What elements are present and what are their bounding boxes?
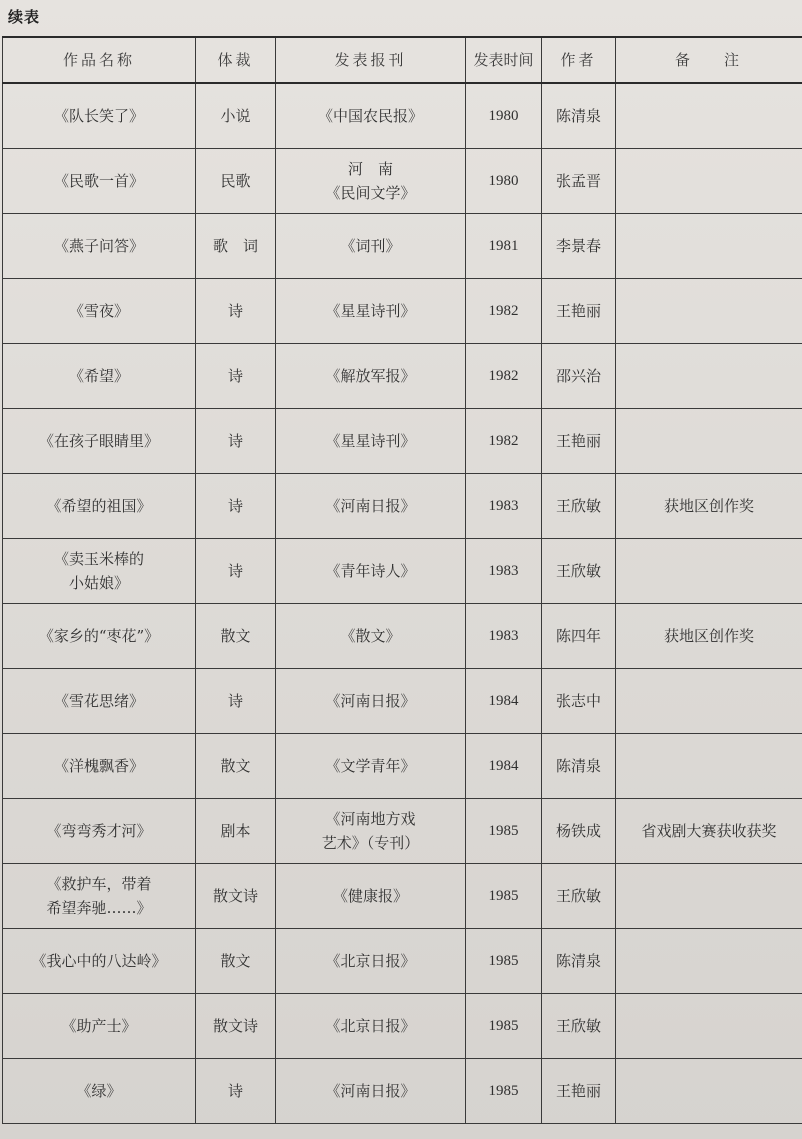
header-title: 作品名称: [3, 37, 196, 83]
table-row: [3, 214, 802, 279]
cell-title: 《洋槐飘香》: [3, 734, 196, 799]
page-heading: 续表: [8, 8, 41, 26]
cell-title: 《救护车，带着 希望奔驰……》: [3, 864, 196, 929]
cell-publication: 《河南日报》: [276, 474, 466, 539]
cell-publication: 《解放军报》: [276, 344, 466, 409]
table-row: [3, 344, 802, 409]
cell-title: 《弯弯秀才河》: [3, 799, 196, 864]
cell-year: 1983: [466, 604, 542, 669]
cell-genre: 剧本: [196, 799, 276, 864]
cell-year: 1984: [466, 734, 542, 799]
cell-author: 杨铁成: [542, 799, 616, 864]
cell-year: 1980: [466, 149, 542, 214]
cell-title: 《燕子问答》: [3, 214, 196, 279]
cell-note: [616, 279, 802, 344]
cell-title: 《卖玉米棒的 小姑娘》: [3, 539, 196, 604]
cell-author: 张志中: [542, 669, 616, 734]
cell-note: [616, 214, 802, 279]
cell-title: 《助产士》: [3, 994, 196, 1059]
cell-author: 邵兴治: [542, 344, 616, 409]
cell-author: 陈清泉: [542, 734, 616, 799]
table-row: [3, 604, 802, 669]
header-author: 作者: [542, 37, 616, 83]
table-row: [3, 994, 802, 1059]
cell-title: 《家乡的“枣花”》: [3, 604, 196, 669]
cell-note: [616, 149, 802, 214]
cell-author: 王欣敏: [542, 994, 616, 1059]
cell-note: [616, 929, 802, 994]
cell-publication: 《河南地方戏 艺术》（专刊）: [276, 799, 466, 864]
cell-genre: 散文诗: [196, 994, 276, 1059]
table-body: [3, 83, 802, 1124]
cell-publication: 《词刊》: [276, 214, 466, 279]
cell-author: 王艳丽: [542, 279, 616, 344]
cell-publication: 《北京日报》: [276, 929, 466, 994]
table-row: [3, 149, 802, 214]
table-row: [3, 279, 802, 344]
cell-author: 王欣敏: [542, 474, 616, 539]
cell-note: 省戏剧大赛获收获奖: [616, 799, 802, 864]
cell-year: 1982: [466, 344, 542, 409]
cell-publication: 《北京日报》: [276, 994, 466, 1059]
header-year: 发表时间: [466, 37, 542, 83]
header-note: 备注: [616, 37, 802, 83]
cell-title: 《雪花思绪》: [3, 669, 196, 734]
table-row: [3, 83, 802, 149]
cell-author: 王欣敏: [542, 864, 616, 929]
cell-genre: 诗: [196, 344, 276, 409]
table-row: [3, 409, 802, 474]
cell-genre: 散文: [196, 734, 276, 799]
cell-publication: 《青年诗人》: [276, 539, 466, 604]
table-row: [3, 864, 802, 929]
cell-publication: 《中国农民报》: [276, 83, 466, 149]
cell-title: 《绿》: [3, 1059, 196, 1124]
cell-genre: 诗: [196, 409, 276, 474]
table-row: [3, 734, 802, 799]
header-genre: 体裁: [196, 37, 276, 83]
cell-note: [616, 994, 802, 1059]
cell-year: 1980: [466, 83, 542, 149]
cell-author: 王欣敏: [542, 539, 616, 604]
cell-author: 张孟晋: [542, 149, 616, 214]
cell-title: 《希望》: [3, 344, 196, 409]
cell-year: 1985: [466, 864, 542, 929]
cell-title: 《在孩子眼睛里》: [3, 409, 196, 474]
cell-title: 《希望的祖国》: [3, 474, 196, 539]
cell-genre: 诗: [196, 669, 276, 734]
cell-note: [616, 734, 802, 799]
cell-title: 《民歌一首》: [3, 149, 196, 214]
table-row: [3, 474, 802, 539]
cell-publication: 河 南 《民间文学》: [276, 149, 466, 214]
cell-year: 1983: [466, 474, 542, 539]
cell-title: 《雪夜》: [3, 279, 196, 344]
cell-year: 1981: [466, 214, 542, 279]
cell-genre: 散文: [196, 929, 276, 994]
table-header-row: [3, 37, 802, 83]
cell-publication: 《河南日报》: [276, 669, 466, 734]
cell-publication: 《河南日报》: [276, 1059, 466, 1124]
cell-genre: 诗: [196, 539, 276, 604]
works-table: [2, 36, 802, 1124]
cell-author: 王艳丽: [542, 1059, 616, 1124]
cell-genre: 诗: [196, 1059, 276, 1124]
cell-title: 《我心中的八达岭》: [3, 929, 196, 994]
cell-genre: 散文: [196, 604, 276, 669]
cell-author: 陈清泉: [542, 83, 616, 149]
cell-year: 1982: [466, 409, 542, 474]
cell-note: [616, 1059, 802, 1124]
cell-publication: 《健康报》: [276, 864, 466, 929]
cell-publication: 《星星诗刊》: [276, 409, 466, 474]
cell-genre: 诗: [196, 279, 276, 344]
cell-note: [616, 409, 802, 474]
cell-year: 1984: [466, 669, 542, 734]
cell-note: [616, 344, 802, 409]
cell-note: [616, 669, 802, 734]
cell-year: 1985: [466, 994, 542, 1059]
cell-author: 陈四年: [542, 604, 616, 669]
cell-genre: 民歌: [196, 149, 276, 214]
cell-year: 1985: [466, 1059, 542, 1124]
table-row: [3, 929, 802, 994]
table-row: [3, 1059, 802, 1124]
cell-author: 陈清泉: [542, 929, 616, 994]
cell-year: 1983: [466, 539, 542, 604]
cell-author: 王艳丽: [542, 409, 616, 474]
cell-author: 李景春: [542, 214, 616, 279]
cell-title: 《队长笑了》: [3, 83, 196, 149]
cell-genre: 诗: [196, 474, 276, 539]
header-publication: 发表报刊: [276, 37, 466, 83]
cell-note: 获地区创作奖: [616, 474, 802, 539]
cell-year: 1985: [466, 799, 542, 864]
cell-genre: 小说: [196, 83, 276, 149]
cell-publication: 《散文》: [276, 604, 466, 669]
cell-genre: 歌 词: [196, 214, 276, 279]
table-row: [3, 799, 802, 864]
cell-year: 1982: [466, 279, 542, 344]
cell-genre: 散文诗: [196, 864, 276, 929]
cell-year: 1985: [466, 929, 542, 994]
table-row: [3, 539, 802, 604]
cell-note: [616, 864, 802, 929]
table-row: [3, 669, 802, 734]
cell-publication: 《星星诗刊》: [276, 279, 466, 344]
cell-note: [616, 83, 802, 149]
cell-note: [616, 539, 802, 604]
cell-publication: 《文学青年》: [276, 734, 466, 799]
cell-note: 获地区创作奖: [616, 604, 802, 669]
